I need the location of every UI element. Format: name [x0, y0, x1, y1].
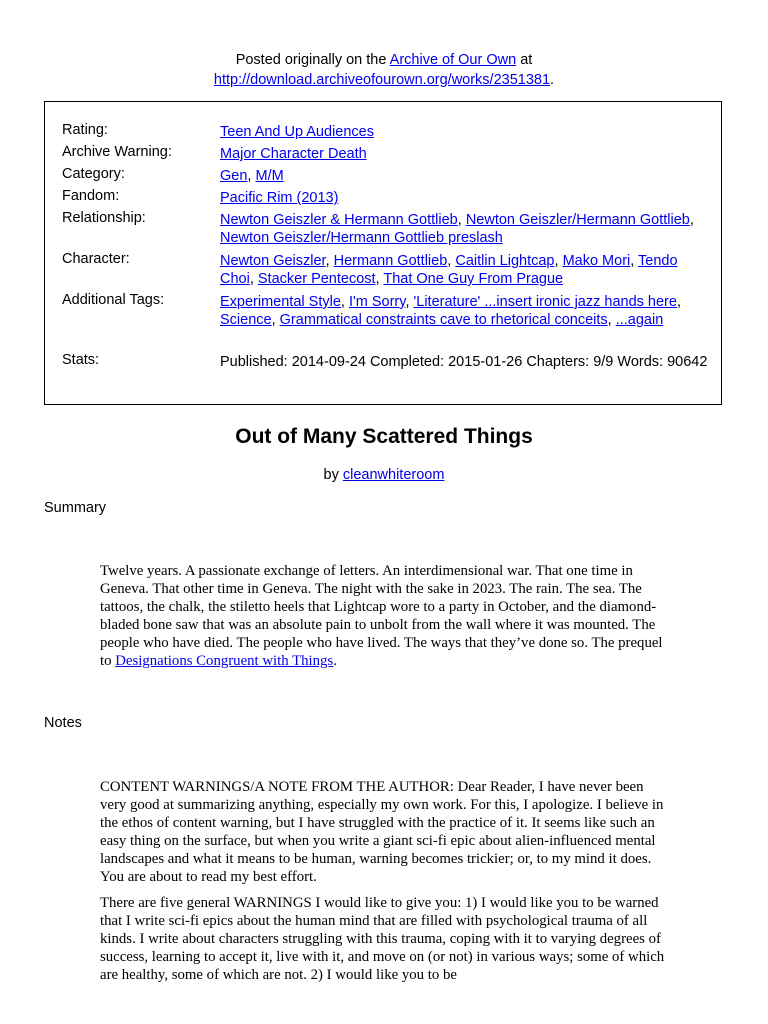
notes-heading: Notes — [44, 715, 82, 731]
separator: , — [457, 212, 466, 228]
separator: , — [607, 312, 616, 328]
notes-paragraph: There are five general WARNINGS I would like to give you: 1) I would like you to be warned that I write sci-fi epics about the human mind that are filled with psychological trauma of all kinds. I write about characters struggling with this trauma, coping with it to varying degrees of success, learning to accept it, live with it, and move on (or not) in various ways; some of which are healthy, some of which are not. 2) I would like you to be — [100, 895, 665, 983]
separator: , — [689, 212, 694, 228]
author-link[interactable]: cleanwhiteroom — [342, 467, 445, 483]
fandom-label: Fandom: — [62, 188, 120, 204]
separator: , — [676, 294, 681, 310]
tag-link[interactable]: Science — [220, 312, 272, 328]
separator: , — [247, 168, 256, 184]
tag-link[interactable]: Grammatical constraints cave to rhetorical conceits — [279, 312, 608, 328]
relationship-label: Relationship: — [62, 210, 146, 226]
posted-originally-header — [0, 50, 768, 90]
relationship-link[interactable]: Newton Geiszler/Hermann Gottlieb preslash — [220, 230, 503, 246]
notes-text — [100, 778, 670, 984]
warning-label: Archive Warning: — [62, 144, 172, 160]
separator: , — [405, 294, 414, 310]
separator: , — [375, 271, 384, 287]
separator: , — [249, 271, 258, 287]
work-title: Out of Many Scattered Things — [235, 425, 533, 448]
separator: , — [630, 253, 639, 269]
work-url-link[interactable]: http://download.archiveofourown.org/works/2351381 — [213, 72, 551, 88]
character-link[interactable]: Caitlin Lightcap — [455, 253, 555, 269]
character-link[interactable]: Hermann Gottlieb — [333, 253, 448, 269]
prequel-link[interactable]: Designations Congruent with Things — [115, 653, 334, 669]
character-link[interactable]: Mako Mori — [562, 253, 631, 269]
separator: , — [325, 253, 334, 269]
summary-text — [100, 562, 670, 670]
tag-link[interactable]: ...again — [615, 312, 664, 328]
character-link[interactable]: Tendo Choi — [220, 253, 678, 287]
separator: , — [554, 253, 563, 269]
posted-mid: at — [516, 52, 533, 68]
character-link[interactable]: Stacker Pentecost — [257, 271, 376, 287]
archive-link[interactable]: Archive of Our Own — [389, 52, 517, 68]
character-label: Character: — [62, 251, 130, 267]
by-text: by — [323, 467, 343, 483]
relationship-link[interactable]: Newton Geiszler & Hermann Gottlieb — [220, 212, 458, 228]
tag-link[interactable]: I'm Sorry — [348, 294, 406, 310]
summary-heading: Summary — [44, 500, 107, 516]
stats-value: Published: 2014-09-24 Completed: 2015-01-26 Chapters: 9/9 Words: 90642 — [220, 354, 708, 370]
separator: , — [340, 294, 349, 310]
work-metadata-box — [44, 101, 722, 405]
rating-link[interactable]: Teen And Up Audiences — [220, 124, 374, 140]
category-link-gen[interactable]: Gen — [220, 168, 248, 184]
posted-suffix: . — [550, 72, 555, 88]
separator: , — [447, 253, 456, 269]
tags-label: Additional Tags: — [62, 292, 165, 308]
character-link[interactable]: That One Guy From Prague — [383, 271, 564, 287]
tag-link[interactable]: Experimental Style — [220, 294, 341, 310]
rating-label: Rating: — [62, 122, 108, 138]
relationship-link[interactable]: Newton Geiszler/Hermann Gottlieb — [465, 212, 690, 228]
byline — [0, 465, 768, 485]
summary-end: . — [333, 653, 337, 669]
tag-link[interactable]: 'Literature' ...insert ironic jazz hands here — [413, 294, 677, 310]
stats-label: Stats: — [62, 352, 100, 368]
fandom-link[interactable]: Pacific Rim (2013) — [220, 190, 339, 206]
separator: , — [271, 312, 280, 328]
warning-link[interactable]: Major Character Death — [220, 146, 367, 162]
category-label: Category: — [62, 166, 125, 182]
category-link-mm[interactable]: M/M — [255, 168, 284, 184]
notes-paragraph: CONTENT WARNINGS/A NOTE FROM THE AUTHOR: Dear Reader, I have never been very good at summarizing anything, especially my own work. For this, I apologize. I believe in the ethos of content warning, but I have struggled with the practice of it. It seems like such an easy thing on the surface, but when you write a giant sci-fi epic about alien-influenced mental landscapes and what it means to be human, warning becomes trickier; or, to my mind it does. You are about to read my best effort. — [100, 779, 664, 885]
character-link[interactable]: Newton Geiszler — [220, 253, 326, 269]
posted-prefix: Posted originally on the — [235, 52, 390, 68]
summary-body: Twelve years. A passionate exchange of letters. An interdimensional war. That one time in Geneva. That other time in Geneva. The night with the sake in 2023. The rain. The sea. The tattoos, the chalk, the stiletto heels that Lightcap wore to a party in October, and the diamond-bladed bone saw that was an absolute pain to unbolt from the wall where it was mounted. The people who have died. The people who have lived. The ways that they’ve done so. The prequel to — [100, 563, 663, 669]
